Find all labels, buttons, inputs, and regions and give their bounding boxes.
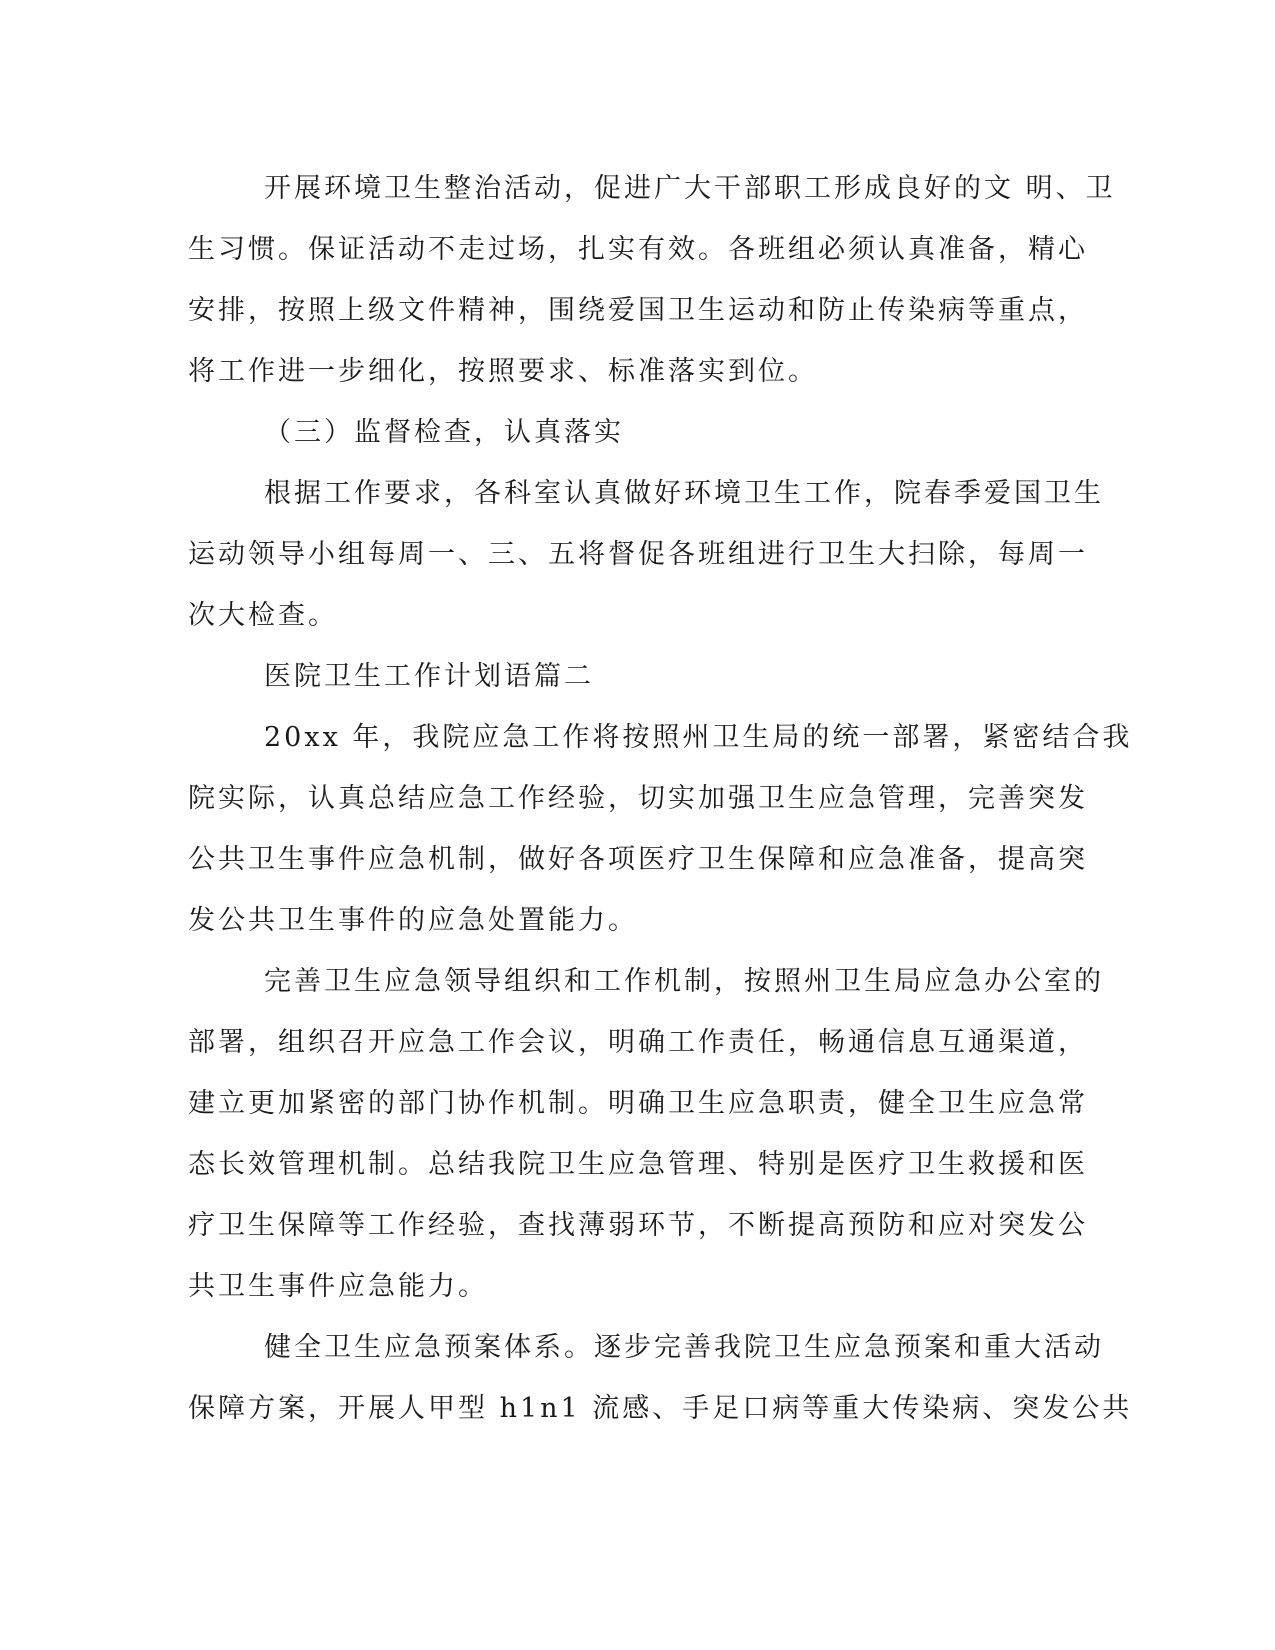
paragraph-line: 开展环境卫生整治活动，促进广大干部职工形成良好的文 明、卫 — [264, 173, 1116, 204]
paragraph-line: 根据工作要求，各科室认真做好环境卫生工作，院春季爱国卫生 — [264, 478, 1104, 509]
paragraph-line: 保障方案，开展人甲型 h1n1 流感、手足口病等重大传染病、突发公共 — [188, 1393, 1133, 1424]
document-body — [188, 158, 1133, 1439]
paragraph-line: 院实际，认真总结应急工作经验，切实加强卫生应急管理，完善突发 — [188, 783, 1088, 814]
section-heading: （三）监督检查，认真落实 — [264, 417, 624, 448]
paragraph-line: 生习惯。保证活动不走过场，扎实有效。各班组必须认真准备，精心 — [188, 234, 1088, 265]
paragraph-line: 发公共卫生事件的应急处置能力。 — [188, 905, 638, 936]
paragraph-line: 健全卫生应急预案体系。逐步完善我院卫生应急预案和重大活动 — [264, 1332, 1104, 1363]
paragraph-line: 态长效管理机制。总结我院卫生应急管理、特别是医疗卫生救援和医 — [188, 1149, 1088, 1180]
paragraph-line: 20xx 年，我院应急工作将按照州卫生局的统一部署，紧密结合我 — [264, 722, 1133, 753]
paragraph-line: 将工作进一步细化，按照要求、标准落实到位。 — [188, 356, 818, 387]
paragraph-line: 次大检查。 — [188, 600, 338, 631]
paragraph-line: 完善卫生应急领导组织和工作机制，按照州卫生局应急办公室的 — [264, 966, 1104, 997]
paragraph-line: 建立更加紧密的部门协作机制。明确卫生应急职责，健全卫生应急常 — [188, 1088, 1088, 1119]
paragraph-line: 安排，按照上级文件精神，围绕爱国卫生运动和防止传染病等重点， — [188, 295, 1088, 326]
paragraph-line: 疗卫生保障等工作经验，查找薄弱环节，不断提高预防和应对突发公 — [188, 1210, 1088, 1241]
paragraph-line: 共卫生事件应急能力。 — [188, 1271, 488, 1302]
paragraph-line: 公共卫生事件应急机制，做好各项医疗卫生保障和应急准备，提高突 — [188, 844, 1088, 875]
section-title: 医院卫生工作计划语篇二 — [264, 661, 594, 692]
paragraph-line: 运动领导小组每周一、三、五将督促各班组进行卫生大扫除，每周一 — [188, 539, 1088, 570]
paragraph-line: 部署，组织召开应急工作会议，明确工作责任，畅通信息互通渠道， — [188, 1027, 1088, 1058]
